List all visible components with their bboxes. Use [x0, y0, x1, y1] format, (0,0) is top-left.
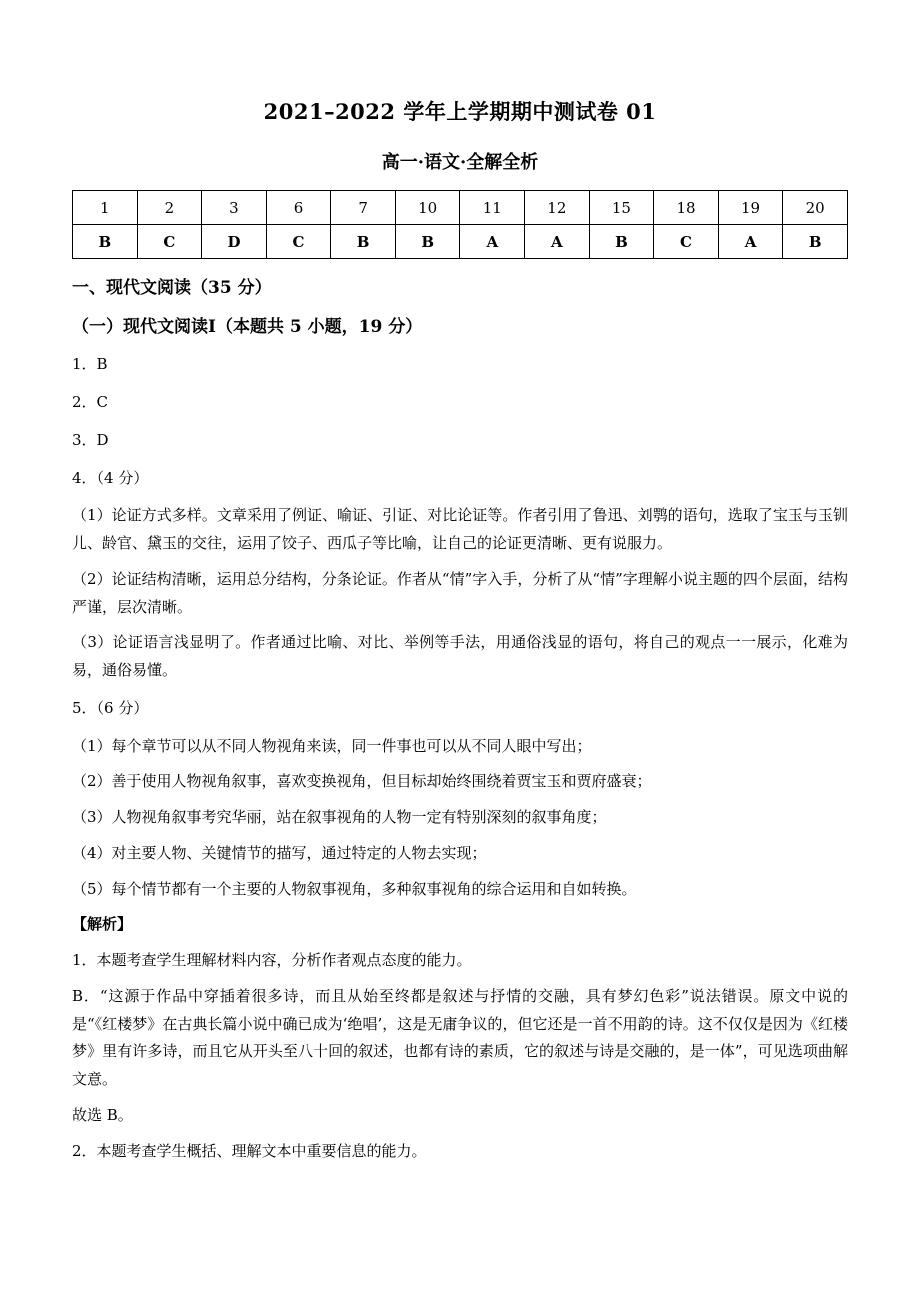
- answer-cell: D: [202, 225, 267, 259]
- analysis-line-1-detail: B．“这源于作品中穿插着很多诗，而且从始至终都是叙述与抒情的交融，具有梦幻色彩”说法错误。原文中说的是“《红楼梦》在古典长篇小说中确已成为‘绝唱’，这是无庸争议的，但它还是一首不用韵的诗。这不仅仅是因为《红楼梦》里有许多诗，而且它从开头至八十回的叙述，也都有诗的素质，它的叙述与诗是交融的，是一体”，可见选项曲解文意。: [72, 986, 848, 1089]
- subsection-heading-reading-1: （一）现代文阅读Ⅰ（本题共 5 小题，19 分）: [72, 317, 423, 338]
- answer-cell: C: [266, 225, 331, 259]
- answer-cell: A: [718, 225, 783, 259]
- answer-line-5-header: 5．（6 分）: [72, 698, 149, 717]
- answer-line-3: 3．D: [72, 430, 109, 449]
- answer-cell: C: [137, 225, 202, 259]
- question-number-cell: 10: [395, 191, 460, 225]
- answer-cell: B: [331, 225, 396, 259]
- section-heading-modern-reading: 一、现代文阅读（35 分）: [72, 278, 272, 298]
- question-number-cell: 6: [266, 191, 331, 225]
- answer-line-4-point-2: （2）论证结构清晰，运用总分结构，分条论证。作者从“情”字入手，分析了从“情”字理解小说主题的四个层面，结构严谨，层次清晰。: [72, 569, 848, 616]
- question-number-cell: 7: [331, 191, 396, 225]
- answer-cell: A: [460, 225, 525, 259]
- answer-line-5-point-2: （2）善于使用人物视角叙事，喜欢变换视角，但目标却始终围绕着贾宝玉和贾府盛衰；: [72, 772, 652, 791]
- page-subtitle: 高一·语文·全解全析: [381, 152, 539, 173]
- question-number-cell: 2: [137, 191, 202, 225]
- answer-line-5-point-4: （4）对主要人物、关键情节的描写，通过特定的人物去实现；: [72, 843, 487, 862]
- answer-cell: B: [395, 225, 460, 259]
- answer-line-5-point-3: （3）人物视角叙事考究华丽，站在叙事视角的人物一定有特别深刻的叙事角度；: [72, 808, 607, 827]
- table-row-answers: [73, 225, 848, 259]
- answer-cell: A: [525, 225, 590, 259]
- answer-line-1: 1．B: [72, 355, 108, 374]
- table-row-question-numbers: [73, 191, 848, 225]
- answer-line-4-point-3: （3）论证语言浅显明了。作者通过比喻、对比、举例等手法，用通俗浅显的语句，将自己的观点一一展示，化难为易，通俗易懂。: [72, 633, 848, 680]
- answer-cell: B: [73, 225, 138, 259]
- question-number-cell: 19: [718, 191, 783, 225]
- analysis-heading: 【解析】: [72, 915, 133, 934]
- answer-cell: B: [783, 225, 848, 259]
- question-number-cell: 12: [525, 191, 590, 225]
- page-title: 2021–2022 学年上学期期中测试卷 01: [263, 99, 657, 124]
- analysis-line-2: 2．本题考查学生概括、理解文本中重要信息的能力。: [72, 1141, 427, 1160]
- question-number-cell: 20: [783, 191, 848, 225]
- answer-key-table: [72, 190, 848, 259]
- question-number-cell: 1: [73, 191, 138, 225]
- analysis-line-1: 1．本题考查学生理解材料内容，分析作者观点态度的能力。: [72, 951, 472, 970]
- question-number-cell: 15: [589, 191, 654, 225]
- question-number-cell: 11: [460, 191, 525, 225]
- answer-line-4-point-1: （1）论证方式多样。文章采用了例证、喻证、引证、对比论证等。作者引用了鲁迅、刘鹗的语句，选取了宝玉与玉钏儿、龄官、黛玉的交往，运用了饺子、西瓜子等比喻，让自己的论证更清晰、更有说服力。: [72, 506, 848, 553]
- answer-cell: C: [654, 225, 719, 259]
- answer-line-5-point-1: （1）每个章节可以从不同人物视角来读，同一件事也可以从不同人眼中写出；: [72, 736, 592, 755]
- answer-line-4-header: 4．（4 分）: [72, 468, 149, 487]
- answer-line-2: 2．C: [72, 393, 109, 412]
- answer-line-5-point-5: （5）每个情节都有一个主要的人物叙事视角，多种叙事视角的综合运用和自如转换。: [72, 879, 637, 898]
- question-number-cell: 3: [202, 191, 267, 225]
- answer-cell: B: [589, 225, 654, 259]
- question-number-cell: 18: [654, 191, 719, 225]
- analysis-line-1-conclusion: 故选 B。: [72, 1105, 133, 1124]
